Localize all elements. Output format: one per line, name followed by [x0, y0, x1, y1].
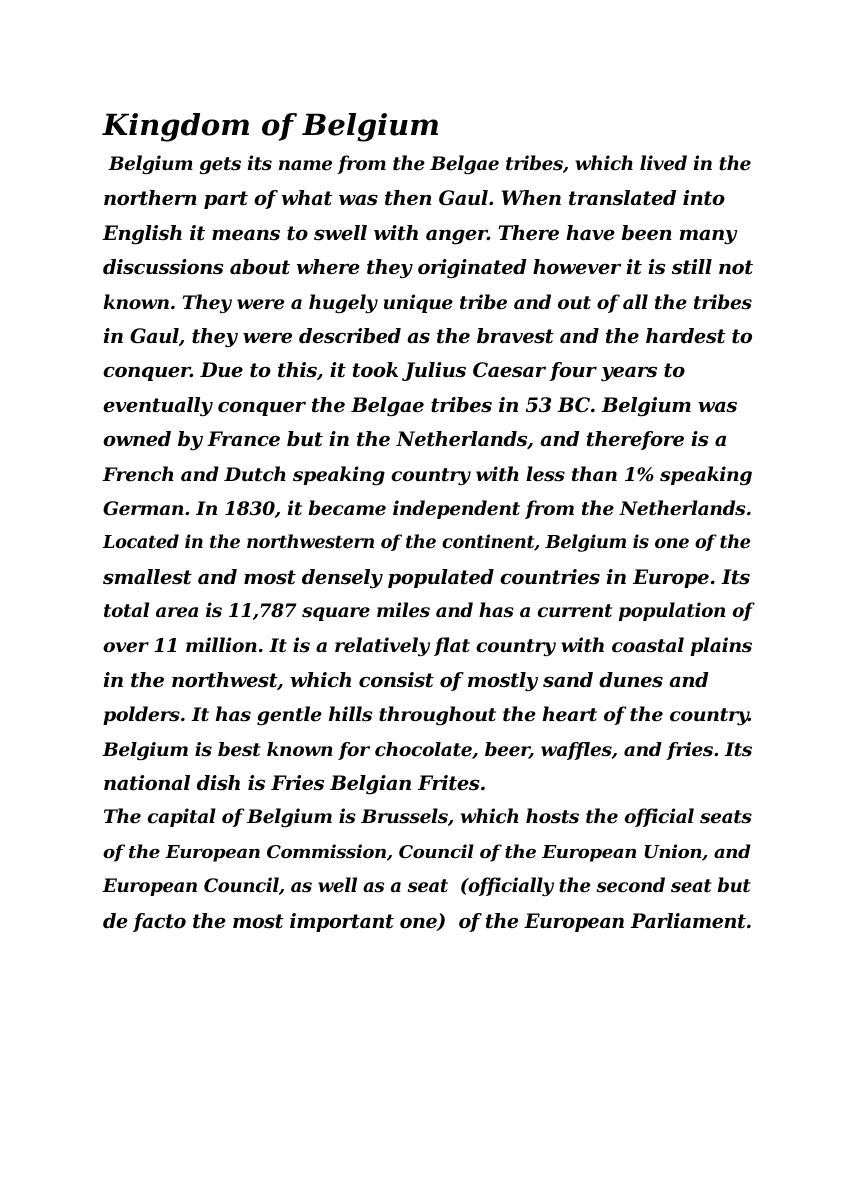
body-line: total area is 11,787 square miles and has a current population of: [103, 601, 752, 623]
body-line: European Council, as well as a seat (officially the second seat but: [103, 876, 751, 898]
body-line: owned by France but in the Netherlands, and therefore is a: [103, 428, 728, 452]
body-line: Located in the northwestern of the continent, Belgium is one of the: [103, 532, 751, 554]
body-line: German. In 1830, it became independent from the Netherlands.: [103, 497, 752, 520]
body-line: Belgium gets its name from the Belgae tribes, which lived in the: [103, 154, 751, 175]
body-line: discussions about where they originated however it is still not: [103, 256, 753, 280]
document-title: Kingdom of Belgium: [103, 108, 440, 142]
body-line: Belgium is best known for chocolate, beer, waffles, and fries. Its: [103, 738, 753, 761]
body-line: eventually conquer the Belgae tribes in 53 BC. Belgium was: [103, 393, 738, 417]
body-line: known. They were a hugely unique tribe and out of all the tribes: [103, 291, 752, 314]
body-line: polders. It has gentle hills throughout the heart of the country.: [103, 704, 753, 727]
body-line: The capital of Belgium is Brussels, which hosts the official seats: [103, 807, 752, 829]
body-line: of the European Commission, Council of the European Union, and: [103, 841, 751, 863]
body-line: English it means to swell with anger. There have been many: [103, 221, 736, 245]
body-line: national dish is Fries Belgian Frites.: [103, 772, 486, 796]
body-line: de facto the most important one) of the European Parliament.: [103, 909, 752, 933]
body-line: northern part of what was then Gaul. When translated into: [103, 187, 725, 211]
body-line: in the northwest, which consist of mostly sand dunes and: [103, 668, 709, 692]
body-line: over 11 million. It is a relatively flat country with coastal plains: [103, 635, 752, 658]
document-body: [103, 148, 753, 939]
body-line: conquer. Due to this, it took Julius Caesar four years to: [103, 359, 685, 383]
body-line: smallest and most densely populated countries in Europe. Its: [103, 565, 750, 589]
body-line: French and Dutch speaking country with less than 1% speaking: [103, 463, 753, 486]
body-line: in Gaul, they were described as the bravest and the hardest to: [103, 324, 753, 348]
